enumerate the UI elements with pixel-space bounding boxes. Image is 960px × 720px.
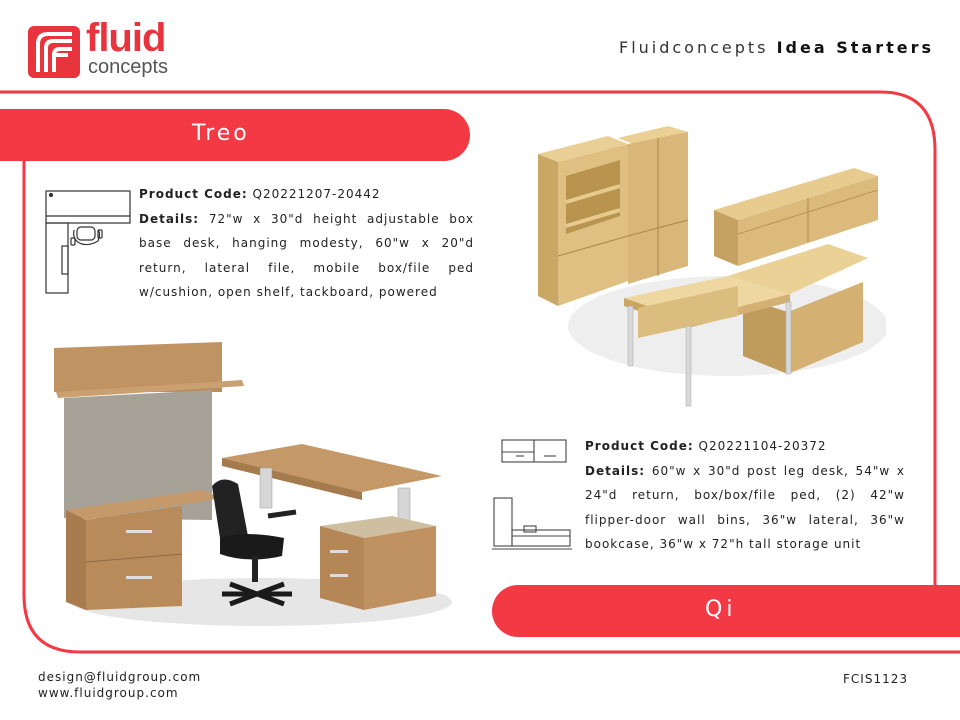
treo-floorplan-icon	[44, 186, 134, 296]
qi-floorplan-icon	[490, 494, 574, 552]
tagline-regular: Fluidconcepts	[618, 38, 777, 57]
qi-elevation-icon	[500, 436, 570, 468]
fluid-logo-mark-icon	[28, 26, 80, 78]
qi-product-image	[528, 116, 886, 420]
qi-details	[585, 459, 905, 557]
qi-details-text: 60"w x 30"d post leg desk, 54"w x 24"d return, box/box/file ped, (2) 42"w flipper-door wall bins, 36"w lateral, 36"w bookcase, 36"w x 72"h tall storage unit	[585, 463, 905, 551]
company-logo[interactable]	[28, 16, 178, 82]
treo-banner	[0, 109, 470, 161]
tagline-bold: Idea Starters	[776, 38, 934, 57]
treo-details-label: Details:	[139, 211, 200, 226]
treo-details-text: 72"w x 30"d height adjustable box base desk, hanging modesty, 60"w x 20"d return, lateral file, mobile box/file ped w/cushion, open shelf, tackboard, powered	[139, 211, 474, 299]
treo-product-code	[139, 182, 474, 207]
qi-banner	[492, 585, 960, 637]
footer-email-link[interactable]: design@fluidgroup.com	[38, 670, 202, 684]
treo-code-label: Product Code:	[139, 187, 248, 201]
qi-title: Qi	[705, 597, 737, 622]
qi-code-label: Product Code:	[585, 439, 694, 453]
treo-product-image	[52, 340, 454, 630]
qi-details-label: Details:	[585, 463, 646, 478]
footer-website-link[interactable]: www.fluidgroup.com	[38, 686, 179, 700]
treo-code-value: Q20221207-20442	[247, 187, 381, 201]
qi-code-value: Q20221104-20372	[693, 439, 827, 453]
qi-spec-text	[585, 434, 905, 557]
qi-product-code	[585, 434, 905, 459]
treo-title: Treo	[192, 121, 250, 146]
footer-doc-code: FCIS1123	[843, 672, 908, 686]
logo-fluid-text: fluid	[86, 16, 166, 60]
treo-details	[139, 207, 474, 305]
logo-concepts-text: concepts	[88, 56, 169, 78]
treo-spec-text	[139, 182, 474, 305]
header-tagline	[619, 38, 934, 57]
